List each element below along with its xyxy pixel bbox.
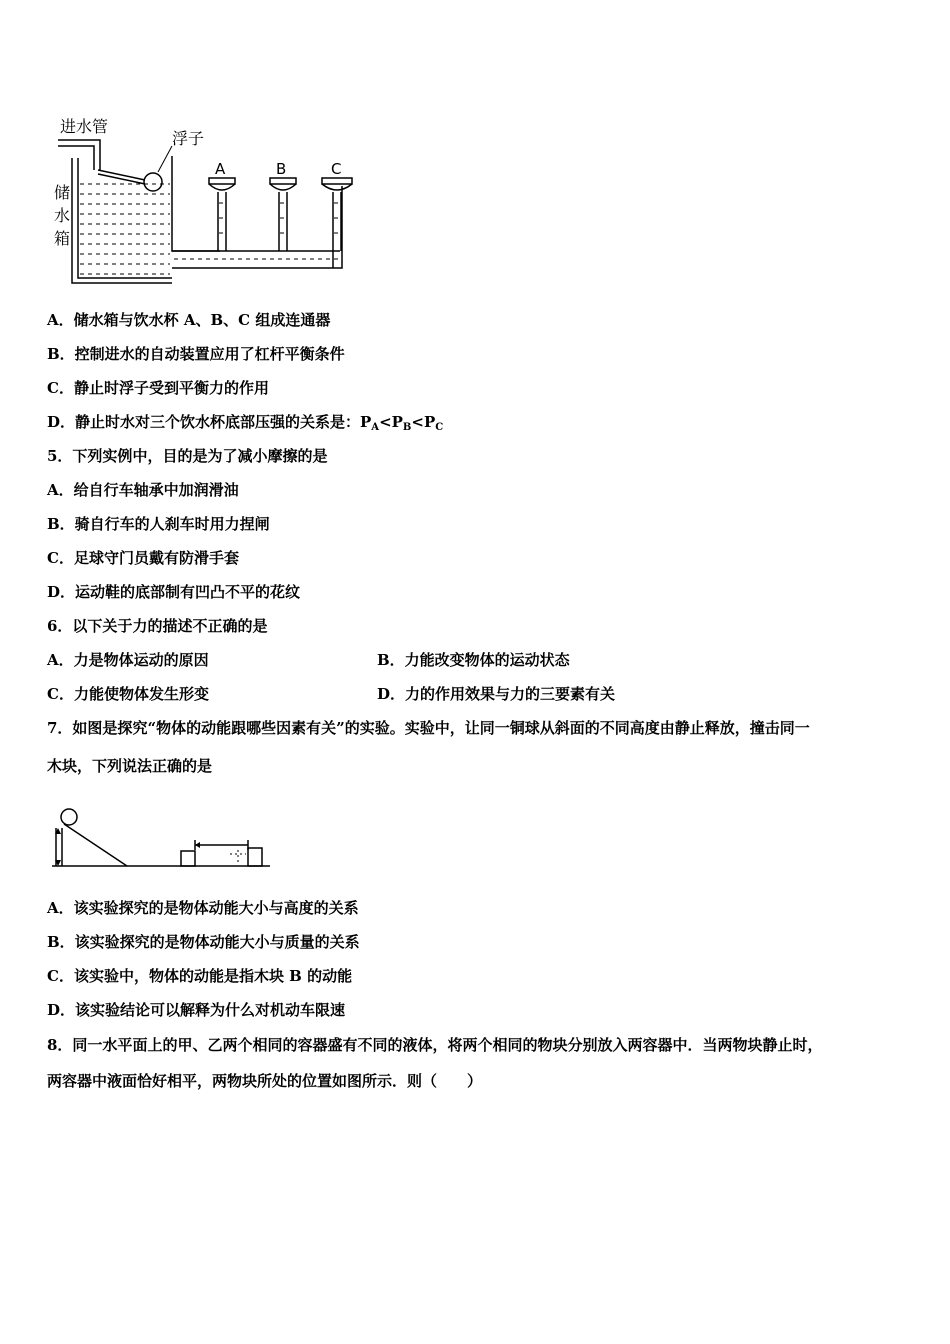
float-label: 浮子 <box>172 129 205 148</box>
q4-option-d: D．静止时水对三个饮水杯底部压强的关系是：$P_A<P_B<P_C$ <box>47 413 444 433</box>
tank-label-2: 水 <box>54 206 71 225</box>
q7-stem-line2: 木块，下列说法正确的是 <box>47 757 213 775</box>
q7-option-a: A．该实验探究的是物体动能大小与高度的关系 <box>47 899 359 917</box>
q5-option-b: B．骑自行车的人刹车时用力捏闸 <box>47 515 270 533</box>
inlet-pipe-label: 进水管 <box>60 117 109 136</box>
q7-option-c: C．该实验中，物体的动能是指木块 B 的动能 <box>47 967 353 985</box>
q5-option-d: D．运动鞋的底部制有凹凸不平的花纹 <box>47 583 301 601</box>
tank-label-1: 储 <box>54 183 71 202</box>
q5-stem: 5．下列实例中，目的是为了减小摩擦的是 <box>47 447 328 465</box>
q7-option-d: D．该实验结论可以解释为什么对机动车限速 <box>47 1001 346 1019</box>
tank-label-3: 箱 <box>54 229 71 248</box>
q6-option-c: C．力能使物体发生形变 <box>47 685 209 703</box>
q4-option-c: C．静止时浮子受到平衡力的作用 <box>47 379 269 397</box>
cup-b-label: B <box>276 160 287 178</box>
q6-option-a: A．力是物体运动的原因 <box>47 651 209 669</box>
q4-option-a: A．储水箱与饮水杯 A、B、C 组成连通器 <box>47 311 331 329</box>
cup-c-label: C <box>331 160 342 178</box>
incline-figure <box>52 804 274 870</box>
q8-stem-line2: 两容器中液面恰好相平，两物块所处的位置如图所示．则（ ） <box>47 1072 483 1090</box>
cup-a-label: A <box>215 160 226 178</box>
q6-stem: 6．以下关于力的描述不正确的是 <box>47 617 268 635</box>
q8-stem-line1: 8．同一水平面上的甲、乙两个相同的容器盛有不同的液体，将两个相同的物块分别放入两容器中．当两物块静止时， <box>47 1036 823 1054</box>
q4-option-b: B．控制进水的自动装置应用了杠杆平衡条件 <box>47 345 345 363</box>
q6-option-d: D．力的作用效果与力的三要素有关 <box>377 685 616 703</box>
q7-stem-line1: 7．如图是探究“物体的动能跟哪些因素有关”的实验。实验中，让同一铜球从斜面的不同高度由静止释放，撞击同一 <box>47 719 810 737</box>
q5-option-c: C．足球守门员戴有防滑手套 <box>47 549 239 567</box>
water-tank-figure <box>50 108 360 290</box>
q5-option-a: A．给自行车轴承中加润滑油 <box>47 481 239 499</box>
q7-option-b: B．该实验探究的是物体动能大小与质量的关系 <box>47 933 360 951</box>
q6-option-b: B．力能改变物体的运动状态 <box>377 651 570 669</box>
